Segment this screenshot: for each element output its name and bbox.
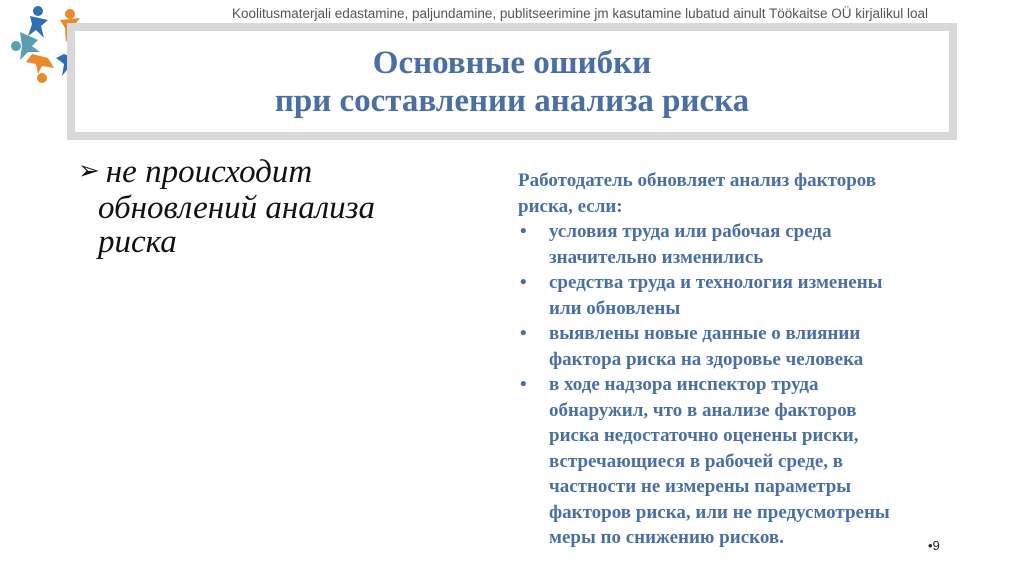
bullet-icon: • (520, 323, 527, 344)
arrow-bullet-icon: ➢ (78, 156, 100, 185)
list-item-line: меры по снижению рисков. (549, 527, 784, 548)
main-point-line-3: риска (98, 224, 177, 260)
list-item-line: риска недостаточно оценены риски, (549, 425, 859, 446)
bullet-icon: • (520, 374, 527, 395)
page-title-line-2: при составлении анализа риска (274, 82, 750, 119)
list-item (518, 321, 968, 372)
main-point (78, 155, 478, 259)
conditions-list (518, 219, 968, 551)
list-item-line: выявлены новые данные о влиянии (549, 323, 861, 344)
list-item (518, 219, 968, 270)
list-item-line: условия труда или рабочая среда (549, 221, 832, 242)
main-point-line-2: обновлений анализа (98, 190, 375, 226)
list-item (518, 372, 968, 551)
bullet-icon: • (520, 221, 527, 242)
copyright-note: Koolitusmaterjali edastamine, paljundamine, publitseerimine jm kasutamine lubatud ainult Töökaitse OÜ kirjalikul loal (231, 6, 929, 21)
list-item (518, 270, 968, 321)
list-item-line: факторов риска, или не предусмотрены (549, 501, 890, 523)
update-conditions (518, 168, 968, 551)
list-item-line: в ходе надзора инспектор труда (549, 374, 819, 395)
list-item-line: фактора риска на здоровье человека (549, 348, 864, 370)
title-box (75, 31, 949, 132)
list-item-line: частности не измерены параметры (549, 476, 852, 497)
title-frame (67, 23, 957, 140)
page-number: •9 (928, 538, 940, 553)
list-item-line: значительно изменились (549, 246, 764, 268)
list-item-line: обнаружил, что в анализе факторов (549, 399, 857, 421)
logo-figure-top (28, 6, 48, 38)
logo-figure-bottom-left (26, 54, 54, 83)
page-title-line-1: Основные ошибки (372, 44, 652, 81)
conditions-intro-line-1: Работодатель обновляет анализ факторов (518, 170, 877, 191)
list-item-line: или обновлены (549, 297, 681, 319)
bullet-icon: • (520, 272, 527, 293)
list-item-line: встречающиеся в рабочей среде, в (549, 450, 844, 472)
list-item-line: средства труда и технология изменены (549, 272, 883, 293)
main-point-line-1: не происходит (105, 154, 313, 190)
conditions-intro-line-2: риска, если: (518, 195, 623, 217)
